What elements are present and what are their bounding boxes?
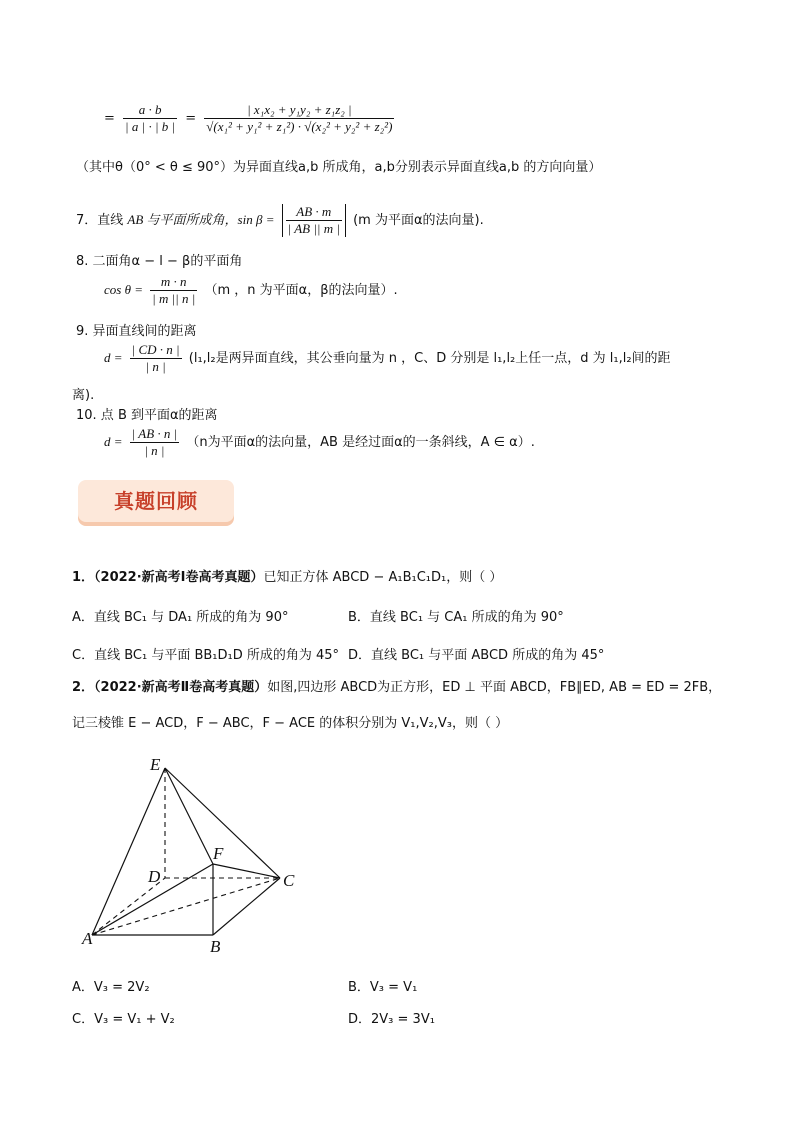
item8-numerator: m · n [150, 274, 197, 291]
q1-source: 1．（2022·新高考Ⅰ卷高考真题） [72, 570, 264, 585]
item10-denominator: | n | [144, 443, 165, 458]
q2-text: 如图,四边形 ABCD为正方形，ED ⊥ 平面 ABCD，FB∥ED, AB = ED = 2FB， [267, 680, 722, 695]
formula-left-denominator: | a | · | b | [125, 119, 176, 134]
edge-bc [213, 878, 280, 935]
item7-text: AB 与平面所成角，sin β = [127, 212, 275, 227]
q2-stem [72, 676, 721, 695]
item10-tail: （n为平面α的法向量，AB 是经过面α的一条斜线，A ∈ α）. [186, 435, 535, 450]
q2-source: 2．（2022·新高考Ⅱ卷高考真题） [72, 680, 268, 695]
item8-fraction [150, 274, 197, 307]
q2-option-a[interactable]: A．V₃ = 2V₂ [72, 980, 150, 995]
angle-note: （其中θ（0° < θ ≤ 90°）为异面直线a,b 所成角，a,b分别表示异面直线a,b 的方向向量） [76, 160, 602, 175]
section-tag-title: 真题回顾 [114, 489, 198, 513]
label-f: F [213, 844, 224, 863]
item7-numerator: AB · m [286, 204, 342, 221]
q1-stem [72, 566, 502, 585]
item-8 [104, 274, 398, 307]
formula-right-fraction [204, 102, 394, 135]
item10-fraction [130, 426, 180, 459]
item8-tail: （m ，n 为平面α，β的法向量）. [204, 283, 398, 298]
edge-ae [92, 768, 165, 935]
item9-numerator: | CD · n | [131, 342, 180, 357]
formula-prefix: = [104, 111, 115, 126]
formula-left-numerator: a · b [123, 102, 177, 119]
item7-tail: (m 为平面α的法向量). [353, 213, 484, 228]
item-7 [76, 204, 484, 237]
label-b: B [210, 937, 221, 956]
q1-text: 已知正方体 ABCD − A₁B₁C₁D₁，则（ ） [263, 570, 503, 585]
edge-ad [92, 878, 165, 935]
label-e: E [150, 755, 161, 774]
pyramid-figure [80, 750, 320, 960]
item10-lhs: d = [104, 434, 123, 449]
item7-fraction [282, 204, 346, 237]
label-c: C [283, 871, 295, 890]
formula-left-fraction [123, 102, 177, 135]
item-9 [104, 342, 671, 375]
formula-equals: = [185, 111, 197, 126]
item9-fraction [130, 342, 182, 375]
item7-denominator: | AB || m | [287, 221, 340, 236]
q2-option-d[interactable]: D．2V₃ = 3V₁ [348, 1012, 435, 1027]
q2-stem2: 记三棱锥 E − ACD，F − ABC，F − ACE 的体积分别为 V₁,V₂,V₃，则（ ） [72, 716, 509, 731]
q2-option-c[interactable]: C．V₃ = V₁ + V₂ [72, 1012, 175, 1027]
item10-numerator: | AB · n | [131, 426, 178, 441]
label-a: A [82, 929, 93, 948]
item9-title: 9. 异面直线间的距离 [76, 324, 197, 339]
q1-option-b[interactable]: B．直线 BC₁ 与 CA₁ 所成的角为 90° [348, 610, 564, 625]
formula-right-denominator: √(x₁² + y₁² + z₁²) · √(x₂² + y₂² + z₂²) [206, 119, 393, 134]
angle-formula [104, 102, 394, 135]
item-10 [104, 426, 535, 459]
edge-ef [165, 768, 213, 864]
item8-title: 8. 二面角α − l − β的平面角 [76, 254, 243, 269]
item9-lhs: d = [104, 350, 123, 365]
formula-right-numerator: | x₁x₂ + y₁y₂ + z₁z₂ | [204, 102, 394, 119]
q1-option-a[interactable]: A．直线 BC₁ 与 DA₁ 所成的角为 90° [72, 610, 289, 625]
item8-lhs: cos θ = [104, 282, 143, 297]
q1-option-d[interactable]: D．直线 BC₁ 与平面 ABCD 所成的角为 45° [348, 648, 605, 663]
item8-denominator: | m || n | [152, 291, 196, 306]
q2-option-b[interactable]: B．V₃ = V₁ [348, 980, 418, 995]
item9-denominator: | n | [145, 359, 166, 374]
q1-option-c[interactable]: C．直线 BC₁ 与平面 BB₁D₁D 所成的角为 45° [72, 648, 340, 663]
edge-fc [213, 864, 280, 878]
label-d: D [148, 867, 161, 886]
edge-ac [92, 878, 280, 935]
item10-title: 10. 点 B 到平面α的距离 [76, 408, 218, 423]
section-tag-box [78, 480, 234, 522]
item9-tail2: 离). [72, 388, 95, 403]
item7-label: 7．直线 [76, 213, 124, 228]
item9-tail: (l₁,l₂是两异面直线，其公垂向量为 n ，C、D 分别是 l₁,l₂上任一点，d 为 l₁,l₂间的距 [188, 351, 671, 366]
